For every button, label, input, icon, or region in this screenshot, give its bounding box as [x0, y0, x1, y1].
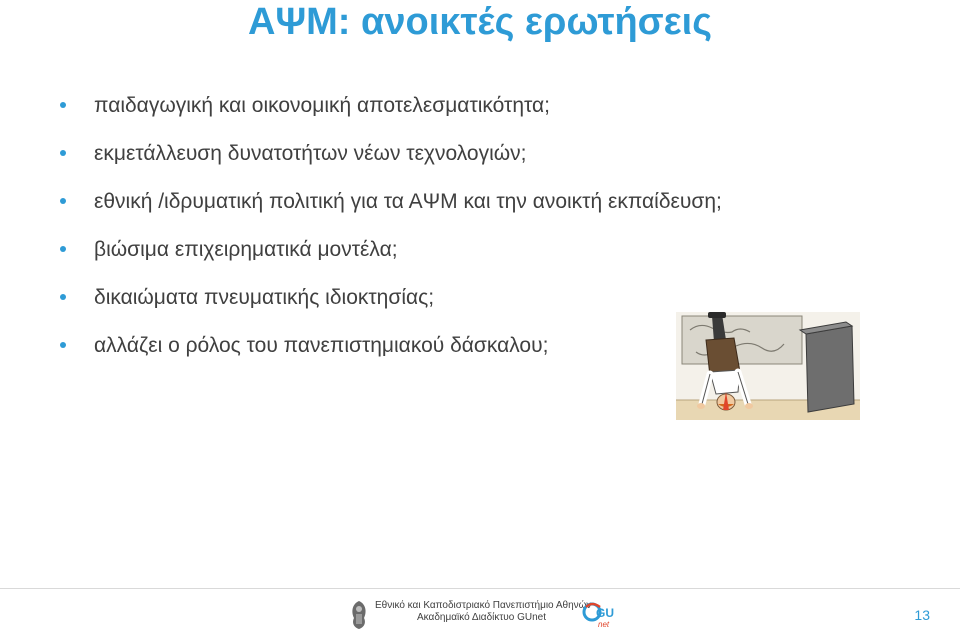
- bullet-text: παιδαγωγική και οικονομική αποτελεσματικότητα;: [94, 94, 550, 117]
- footer-divider: [0, 588, 960, 589]
- slide-title: ΑΨΜ: ανοικτές ερωτήσεις: [247, 1, 713, 43]
- bullet-dot-icon: [60, 198, 66, 204]
- bullet-item: [58, 328, 722, 376]
- bullet-item: [58, 88, 722, 136]
- bullet-item: [58, 280, 722, 328]
- bullet-text: δικαιώματα πνευματικής ιδιοκτησίας;: [94, 286, 435, 309]
- footer-line-1: Εθνικό και Καποδιστριακό Πανεπιστήμιο Αθηνών: [375, 600, 592, 611]
- bullet-dot-icon: [60, 150, 66, 156]
- gunet-logo-icon: [582, 601, 616, 629]
- bullet-text: εθνική /ιδρυματική πολιτική για τα ΑΨΜ και την ανοικτή εκπαίδευση;: [94, 190, 722, 213]
- bullet-item: [58, 184, 722, 232]
- bullet-text: αλλάζει ο ρόλος του πανεπιστημιακού δάσκαλου;: [94, 334, 549, 357]
- bullet-text: εκμετάλλευση δυνατοτήτων νέων τεχνολογιών;: [94, 142, 527, 165]
- bullet-dot-icon: [60, 246, 66, 252]
- bullet-dot-icon: [60, 102, 66, 108]
- teacher-handstand-illustration: [676, 312, 860, 420]
- gunet-logo-text: GU: [596, 606, 614, 620]
- bullet-text: βιώσιμα επιχειρηματικά μοντέλα;: [94, 238, 398, 261]
- bullet-item: [58, 136, 722, 184]
- university-seal-icon: [348, 600, 370, 630]
- footer-line-2: Ακαδημαϊκό Διαδίκτυο GUnet: [417, 612, 547, 623]
- bullet-dot-icon: [60, 342, 66, 348]
- page-number: 13: [914, 607, 930, 623]
- footer-institution: [375, 600, 591, 624]
- bullet-list: [58, 88, 722, 376]
- bullet-dot-icon: [60, 294, 66, 300]
- gunet-logo-sub: net: [598, 620, 610, 629]
- bullet-item: [58, 232, 722, 280]
